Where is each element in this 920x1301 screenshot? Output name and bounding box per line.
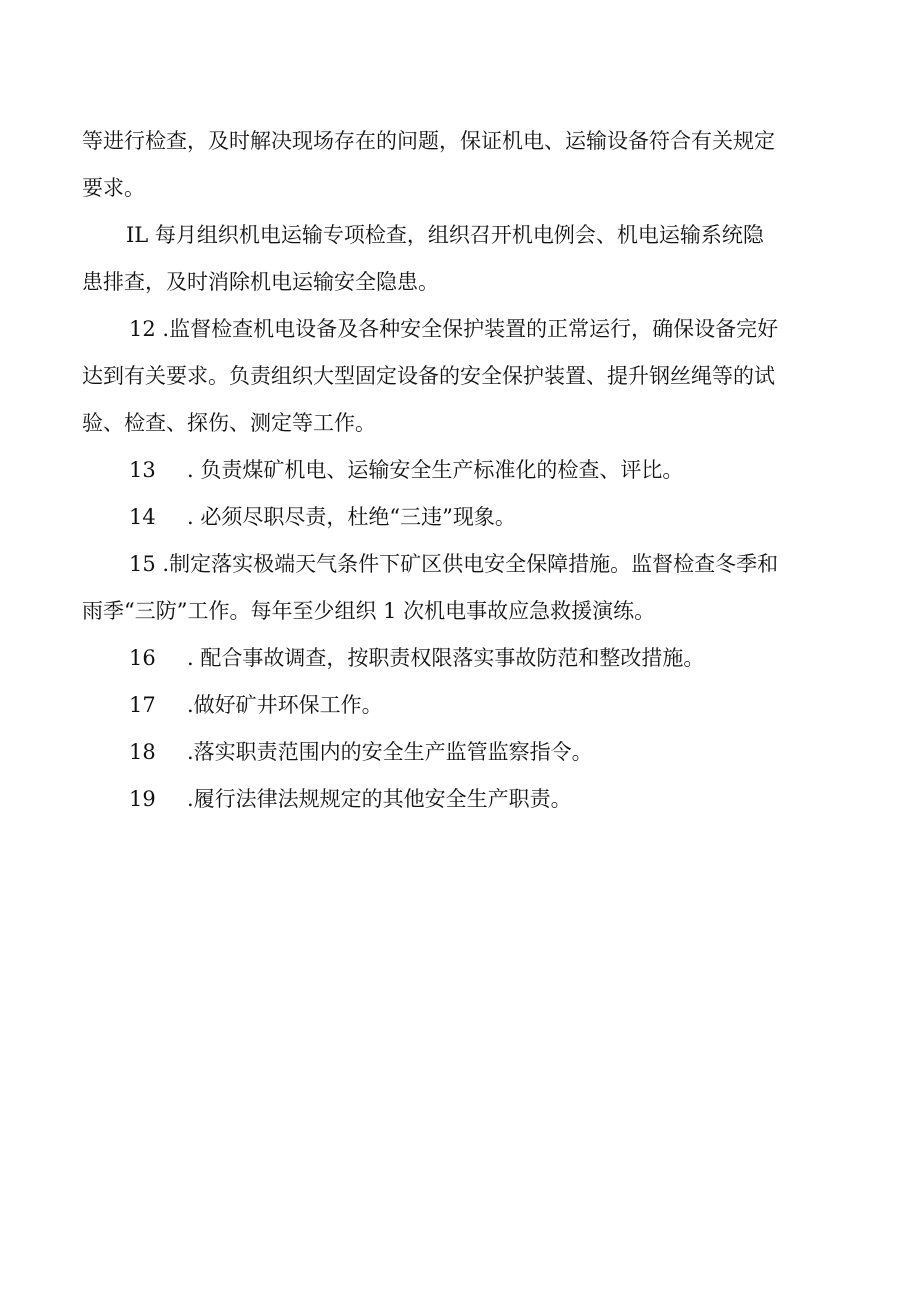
paragraph-item-11 (82, 212, 842, 306)
item-number: 13 (129, 458, 156, 482)
paragraph-continuation (82, 118, 842, 212)
paragraph-item-12 (82, 306, 842, 447)
item-text: .做好矿井环保工作。 (187, 693, 383, 717)
paragraph-item-14 (82, 494, 842, 541)
text-line: IL 每月组织机电运输专项检查，组织召开机电例会、机电运输系统隐 (126, 223, 764, 247)
text-line: 患排查，及时消除机电运输安全隐患。 (82, 270, 439, 294)
text-line: 要求。 (82, 176, 145, 200)
text-line: 雨季“三防”工作。每年至少组织 1 次机电事故应急救援演练。 (82, 599, 656, 623)
paragraph-item-15 (82, 541, 842, 635)
item-number: 19 (129, 787, 156, 811)
document-body (82, 118, 842, 823)
item-number: 16 (129, 646, 156, 670)
item-number: 14 (129, 505, 156, 529)
text-line: 15 .制定落实极端天气条件下矿区供电安全保障措施。监督检查冬季和 (129, 552, 779, 576)
paragraph-item-17 (82, 682, 842, 729)
item-text: . 负责煤矿机电、运输安全生产标准化的检查、评比。 (187, 458, 684, 482)
text-line: 等进行检查，及时解决现场存在的问题，保证机电、运输设备符合有关规定 (82, 129, 775, 153)
text-line: 达到有关要求。负责组织大型固定设备的安全保护装置、提升钢丝绳等的试 (82, 364, 775, 388)
paragraph-item-13 (82, 447, 842, 494)
item-number: 17 (129, 693, 156, 717)
item-number: 18 (129, 740, 156, 764)
item-text: .履行法律法规规定的其他安全生产职责。 (187, 787, 572, 811)
paragraph-item-19 (82, 776, 842, 823)
item-text: . 必须尽职尽责，杜绝“三违”现象。 (187, 505, 516, 529)
text-line: 验、检查、探伤、测定等工作。 (82, 411, 376, 435)
paragraph-item-18 (82, 729, 842, 776)
item-text: . 配合事故调查，按职责权限落实事故防范和整改措施。 (187, 646, 705, 670)
item-text: .落实职责范围内的安全生产监管监察指令。 (187, 740, 593, 764)
text-line: 12 .监督检查机电设备及各种安全保护装置的正常运行，确保设备完好 (129, 317, 779, 341)
paragraph-item-16 (82, 635, 842, 682)
